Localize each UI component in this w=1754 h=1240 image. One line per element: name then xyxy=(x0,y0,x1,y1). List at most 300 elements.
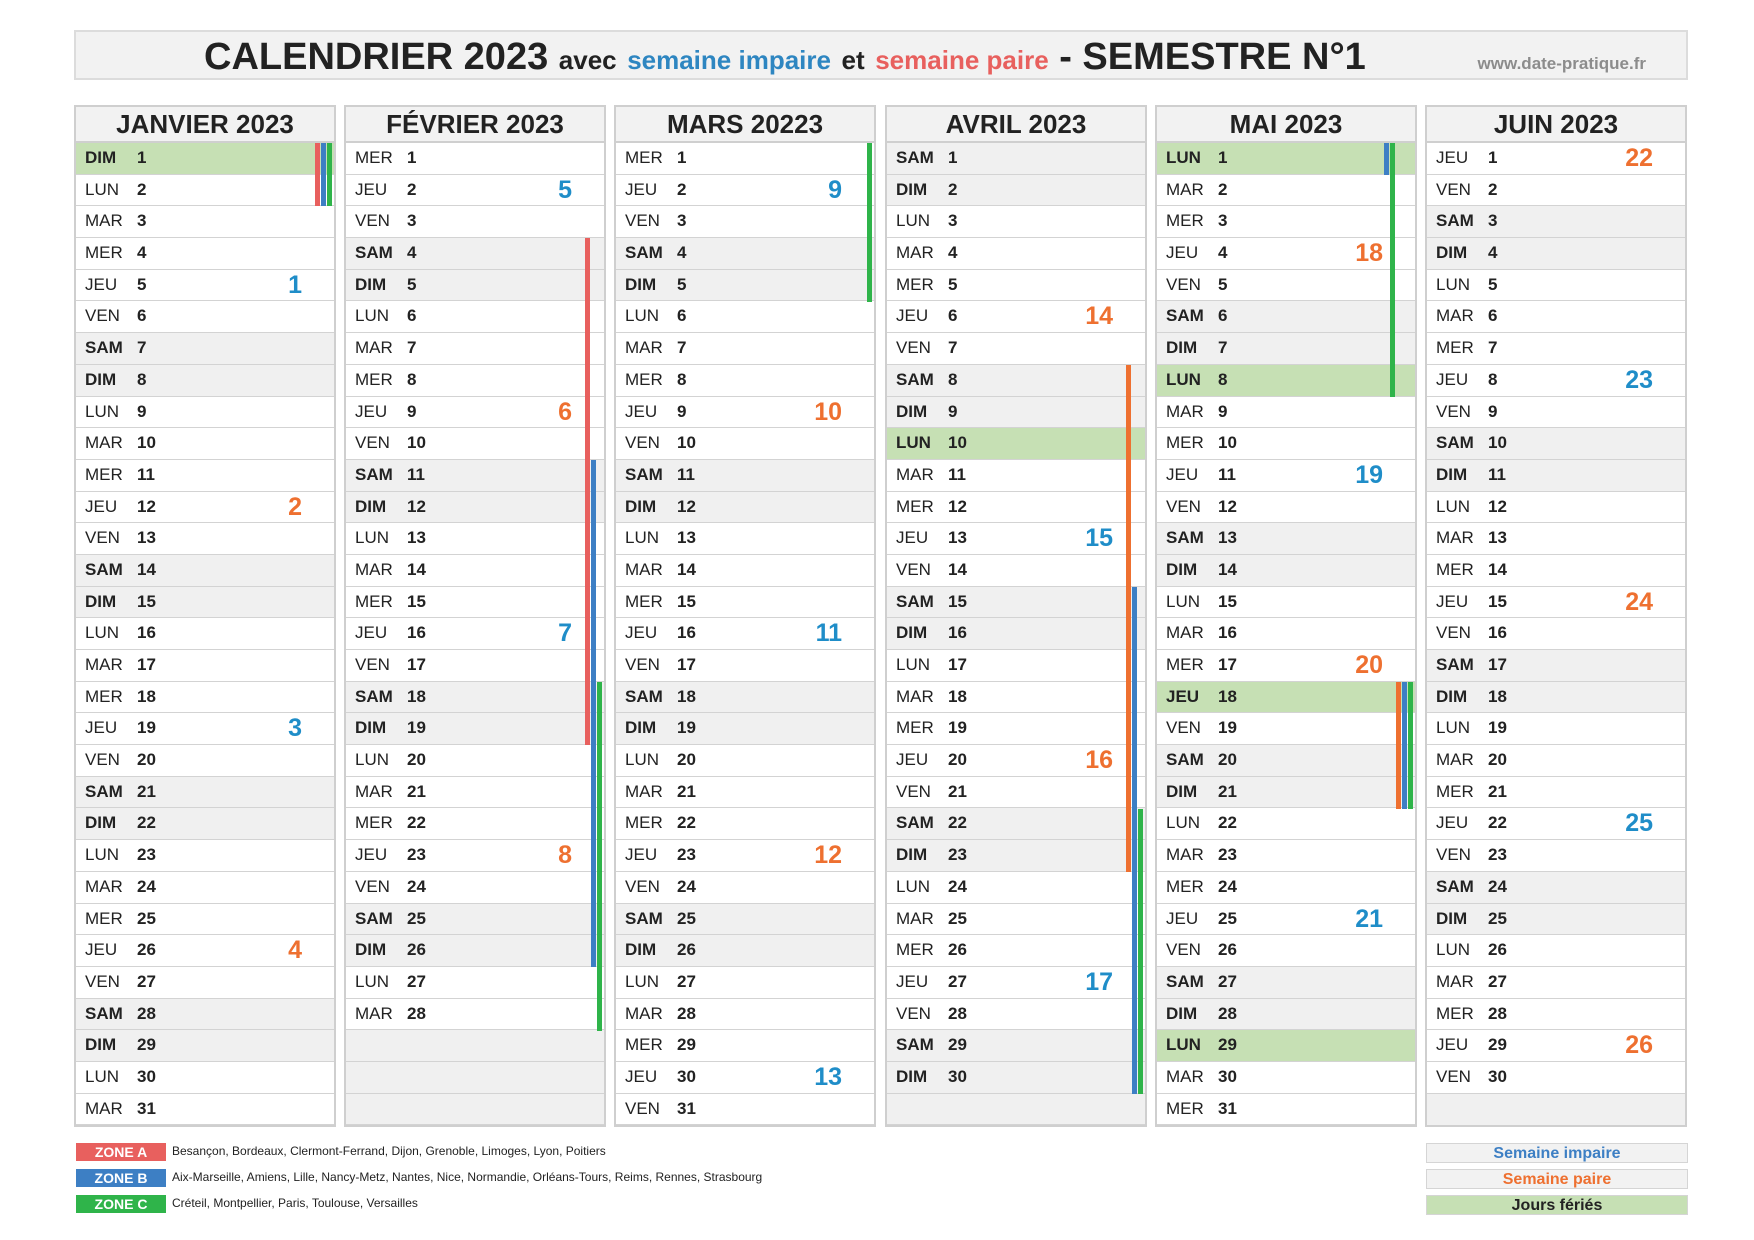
day-number: 9 xyxy=(677,401,687,421)
day-row xyxy=(887,143,1145,175)
day-row xyxy=(1427,713,1685,745)
day-row xyxy=(76,365,334,397)
day-name: MER xyxy=(1166,655,1204,674)
day-row xyxy=(616,492,874,524)
day-name: VEN xyxy=(1436,179,1471,199)
day-row xyxy=(616,175,874,207)
day-number: 10 xyxy=(137,433,156,453)
day-number: 12 xyxy=(948,496,967,516)
day-name: DIM xyxy=(355,496,387,516)
day-row xyxy=(1157,650,1415,682)
day-row xyxy=(616,397,874,429)
day-name: LUN xyxy=(896,876,931,896)
day-number: 10 xyxy=(407,433,426,453)
day-row xyxy=(346,1062,604,1094)
day-name: SAM xyxy=(896,369,934,389)
day-row xyxy=(616,650,874,682)
day-row xyxy=(616,618,874,650)
day-number: 20 xyxy=(1488,750,1507,770)
vacation-bar-zone-c xyxy=(327,143,332,206)
day-row xyxy=(887,650,1145,682)
day-number: 31 xyxy=(1218,1098,1237,1118)
day-row xyxy=(346,999,604,1031)
day-name: MAR xyxy=(625,338,663,358)
day-row xyxy=(1427,492,1685,524)
day-name: DIM xyxy=(85,1035,117,1055)
day-number: 6 xyxy=(407,306,417,326)
day-name: DIM xyxy=(625,274,657,294)
day-row xyxy=(76,872,334,904)
day-name: MER xyxy=(85,243,123,263)
day-row xyxy=(1157,365,1415,397)
day-row xyxy=(76,777,334,809)
day-number: 16 xyxy=(677,623,696,643)
day-row xyxy=(346,238,604,270)
day-number: 3 xyxy=(677,211,687,231)
day-number: 18 xyxy=(137,686,156,706)
day-name: DIM xyxy=(896,1066,928,1086)
day-row xyxy=(76,682,334,714)
day-name: DIM xyxy=(85,591,117,611)
day-number: 1 xyxy=(407,148,417,167)
day-name: JEU xyxy=(1166,908,1199,928)
month-days xyxy=(1157,143,1415,1125)
day-row xyxy=(1157,270,1415,302)
day-number: 15 xyxy=(677,591,696,611)
day-number: 2 xyxy=(407,179,417,199)
day-number: 8 xyxy=(137,369,147,389)
day-row xyxy=(1157,175,1415,207)
day-name: MER xyxy=(896,496,934,516)
day-row xyxy=(1157,333,1415,365)
day-name: VEN xyxy=(1166,274,1201,294)
day-row xyxy=(616,713,874,745)
day-number: 19 xyxy=(948,718,967,738)
day-number: 14 xyxy=(948,559,967,579)
day-number: 13 xyxy=(948,528,967,548)
day-number: 10 xyxy=(948,433,967,453)
day-number: 26 xyxy=(1218,940,1237,960)
day-row xyxy=(1157,1062,1415,1094)
day-name: JEU xyxy=(896,750,929,770)
day-name: LUN xyxy=(1436,940,1471,960)
vacation-bar-zone-c xyxy=(1390,143,1395,397)
key-even-week: Semaine paire xyxy=(1426,1169,1688,1189)
day-row xyxy=(1157,1094,1415,1126)
day-name: SAM xyxy=(625,686,663,706)
day-row xyxy=(1157,808,1415,840)
day-number: 21 xyxy=(407,781,426,801)
day-number: 28 xyxy=(407,1003,426,1023)
day-row xyxy=(1157,460,1415,492)
day-name: JEU xyxy=(1436,591,1469,611)
week-number: 14 xyxy=(1085,302,1113,331)
day-name: VEN xyxy=(896,559,931,579)
vacation-bar-zone-c xyxy=(597,682,602,1031)
day-row xyxy=(887,745,1145,777)
day-number: 27 xyxy=(407,971,426,991)
day-row xyxy=(1427,143,1685,175)
day-row xyxy=(616,1094,874,1126)
day-number: 26 xyxy=(948,940,967,960)
day-name: MER xyxy=(625,591,663,611)
day-name: MAR xyxy=(85,211,123,231)
day-number: 23 xyxy=(677,845,696,865)
day-number: 20 xyxy=(1218,750,1237,770)
day-number: 2 xyxy=(137,179,147,199)
day-number: 5 xyxy=(948,274,958,294)
week-number: 8 xyxy=(558,841,572,870)
day-number: 22 xyxy=(1488,813,1507,833)
day-name: VEN xyxy=(85,750,120,770)
day-number: 7 xyxy=(1488,338,1498,358)
day-row xyxy=(76,333,334,365)
week-number: 20 xyxy=(1355,651,1383,679)
day-row xyxy=(616,999,874,1031)
day-number: 8 xyxy=(1218,369,1228,389)
day-number: 3 xyxy=(137,211,147,231)
key-holiday: Jours fériés xyxy=(1426,1195,1688,1215)
week-number: 25 xyxy=(1625,809,1653,838)
day-number: 23 xyxy=(407,845,426,865)
day-name: MAR xyxy=(896,464,934,484)
week-number: 15 xyxy=(1085,524,1113,553)
vacation-bar-zone-b xyxy=(591,460,596,967)
day-name: DIM xyxy=(896,623,928,643)
day-number: 30 xyxy=(677,1066,696,1086)
title-bar xyxy=(74,30,1688,80)
day-number: 18 xyxy=(407,686,426,706)
week-number: 17 xyxy=(1085,967,1113,996)
day-number: 4 xyxy=(677,243,687,263)
day-row xyxy=(346,587,604,619)
day-row xyxy=(887,333,1145,365)
day-row xyxy=(1427,587,1685,619)
day-name: LUN xyxy=(355,306,390,326)
day-name: MER xyxy=(1166,876,1204,896)
day-number: 11 xyxy=(407,464,425,484)
month-title: JANVIER 2023 xyxy=(76,107,334,143)
day-number: 26 xyxy=(1488,940,1507,960)
day-name: VEN xyxy=(1436,845,1471,865)
day-row xyxy=(887,682,1145,714)
day-name: JEU xyxy=(1166,464,1199,484)
day-number: 1 xyxy=(1488,148,1498,167)
week-number: 23 xyxy=(1625,365,1653,394)
day-row xyxy=(616,777,874,809)
day-row xyxy=(76,587,334,619)
day-name: VEN xyxy=(355,655,390,674)
day-number: 27 xyxy=(677,971,696,991)
day-number: 25 xyxy=(407,908,426,928)
day-name: DIM xyxy=(625,496,657,516)
day-number: 29 xyxy=(137,1035,156,1055)
day-row xyxy=(346,1030,604,1062)
day-row xyxy=(1427,238,1685,270)
week-number: 13 xyxy=(814,1062,842,1091)
day-row xyxy=(616,587,874,619)
day-row xyxy=(1157,872,1415,904)
title-semester: - SEMESTRE N°1 xyxy=(1059,36,1366,78)
day-number: 5 xyxy=(407,274,417,294)
day-name: VEN xyxy=(896,1003,931,1023)
day-row xyxy=(1427,1062,1685,1094)
day-name: SAM xyxy=(896,591,934,611)
day-number: 24 xyxy=(1218,876,1237,896)
day-row xyxy=(76,999,334,1031)
day-name: LUN xyxy=(85,845,120,865)
month-title: FÉVRIER 2023 xyxy=(346,107,604,143)
day-row xyxy=(1157,999,1415,1031)
day-number: 17 xyxy=(1218,655,1237,674)
day-number: 2 xyxy=(1218,179,1228,199)
day-number: 13 xyxy=(137,528,156,548)
day-number: 25 xyxy=(1488,908,1507,928)
day-name: DIM xyxy=(625,718,657,738)
day-row xyxy=(887,935,1145,967)
day-row xyxy=(1157,840,1415,872)
week-number: 7 xyxy=(558,619,572,648)
day-row xyxy=(887,967,1145,999)
day-row xyxy=(76,555,334,587)
day-row xyxy=(346,682,604,714)
day-number: 20 xyxy=(407,750,426,770)
day-name: MAR xyxy=(1436,750,1474,770)
day-name: MER xyxy=(1166,211,1204,231)
day-row xyxy=(1427,333,1685,365)
day-name: VEN xyxy=(625,1098,660,1118)
day-number: 10 xyxy=(1218,433,1237,453)
day-name: LUN xyxy=(1436,718,1471,738)
day-row xyxy=(346,650,604,682)
day-row xyxy=(76,967,334,999)
day-name: LUN xyxy=(896,433,931,453)
day-name: MER xyxy=(355,813,393,833)
day-row xyxy=(1427,397,1685,429)
day-row xyxy=(1157,238,1415,270)
day-row xyxy=(887,777,1145,809)
day-number: 15 xyxy=(948,591,967,611)
day-number: 12 xyxy=(407,496,426,516)
day-name: DIM xyxy=(355,274,387,294)
day-number: 22 xyxy=(137,813,156,833)
day-name: LUN xyxy=(1436,274,1471,294)
day-name: DIM xyxy=(1166,338,1198,358)
day-number: 9 xyxy=(1488,401,1498,421)
day-row xyxy=(616,967,874,999)
day-row xyxy=(1157,587,1415,619)
day-name: LUN xyxy=(625,750,660,770)
day-name: DIM xyxy=(1436,686,1468,706)
day-name: SAM xyxy=(625,243,663,263)
week-number: 4 xyxy=(288,936,302,965)
day-number: 8 xyxy=(1488,369,1498,389)
day-row xyxy=(1157,682,1415,714)
day-row xyxy=(76,428,334,460)
day-number: 14 xyxy=(677,559,696,579)
week-number: 16 xyxy=(1085,746,1113,775)
day-row xyxy=(76,1030,334,1062)
day-row xyxy=(616,206,874,238)
day-row xyxy=(1157,301,1415,333)
day-row xyxy=(346,840,604,872)
day-name: VEN xyxy=(896,338,931,358)
day-name: MAR xyxy=(1436,528,1474,548)
day-name: MAR xyxy=(1166,845,1204,865)
day-name: LUN xyxy=(1436,496,1471,516)
day-name: JEU xyxy=(85,496,118,516)
day-row xyxy=(346,808,604,840)
day-name: DIM xyxy=(85,813,117,833)
day-number: 9 xyxy=(1218,401,1228,421)
day-number: 29 xyxy=(1488,1035,1507,1055)
day-name: VEN xyxy=(355,876,390,896)
day-name: JEU xyxy=(1436,1035,1469,1055)
month-column xyxy=(885,105,1147,1127)
day-name: MER xyxy=(625,1035,663,1055)
day-row xyxy=(76,301,334,333)
day-number: 27 xyxy=(948,971,967,991)
day-name: LUN xyxy=(1166,1035,1201,1055)
title-et: et xyxy=(841,45,865,75)
day-row xyxy=(887,1062,1145,1094)
vacation-bar-zone-b xyxy=(1384,143,1389,175)
day-number: 16 xyxy=(407,623,426,643)
day-number: 5 xyxy=(1218,274,1228,294)
day-name: LUN xyxy=(355,971,390,991)
day-name: MER xyxy=(1436,559,1474,579)
day-row xyxy=(76,904,334,936)
day-number: 7 xyxy=(1218,338,1228,358)
day-name: MAR xyxy=(355,781,393,801)
day-row xyxy=(1427,301,1685,333)
day-name: JEU xyxy=(1436,813,1469,833)
title-avec: avec xyxy=(558,45,617,75)
day-number: 11 xyxy=(948,464,966,484)
day-name: DIM xyxy=(1166,781,1198,801)
day-name: MER xyxy=(85,908,123,928)
day-number: 25 xyxy=(677,908,696,928)
day-name: VEN xyxy=(625,211,660,231)
day-row xyxy=(616,935,874,967)
day-name: JEU xyxy=(85,274,118,294)
week-number: 11 xyxy=(815,619,842,648)
day-name: VEN xyxy=(1166,940,1201,960)
day-row xyxy=(346,904,604,936)
day-row xyxy=(1427,935,1685,967)
day-number: 17 xyxy=(948,655,967,674)
day-number: 11 xyxy=(137,464,155,484)
week-number: 2 xyxy=(288,492,302,521)
day-row xyxy=(76,713,334,745)
day-number: 23 xyxy=(1218,845,1237,865)
day-number: 19 xyxy=(137,718,156,738)
day-number: 25 xyxy=(1218,908,1237,928)
day-name: VEN xyxy=(85,306,120,326)
day-name: LUN xyxy=(1166,591,1201,611)
day-number: 11 xyxy=(677,464,695,484)
day-number: 20 xyxy=(137,750,156,770)
day-name: DIM xyxy=(1166,1003,1198,1023)
day-number: 16 xyxy=(137,623,156,643)
day-name: MER xyxy=(355,148,393,167)
day-number: 28 xyxy=(1218,1003,1237,1023)
day-name: JEU xyxy=(355,845,388,865)
day-name: VEN xyxy=(1436,1066,1471,1086)
day-name: SAM xyxy=(1166,528,1204,548)
day-row xyxy=(887,618,1145,650)
day-name: SAM xyxy=(85,1003,123,1023)
day-name: DIM xyxy=(625,940,657,960)
week-number: 12 xyxy=(814,841,842,870)
day-name: JEU xyxy=(355,401,388,421)
day-number: 17 xyxy=(407,655,426,674)
day-name: MER xyxy=(1166,1098,1204,1118)
day-row xyxy=(616,270,874,302)
day-row xyxy=(76,492,334,524)
day-name: SAM xyxy=(1166,306,1204,326)
day-number: 9 xyxy=(137,401,147,421)
zone-a-label: ZONE A xyxy=(76,1143,166,1161)
day-row xyxy=(616,682,874,714)
month-days xyxy=(76,143,334,1125)
week-number: 6 xyxy=(558,397,572,426)
day-name: MER xyxy=(1436,1003,1474,1023)
day-row xyxy=(346,365,604,397)
day-number: 26 xyxy=(407,940,426,960)
day-number: 17 xyxy=(677,655,696,674)
day-number: 7 xyxy=(137,338,147,358)
vacation-bar-zone-a xyxy=(315,143,320,206)
month-days xyxy=(346,143,604,1125)
day-row xyxy=(1157,523,1415,555)
day-number: 23 xyxy=(1488,845,1507,865)
day-row xyxy=(887,808,1145,840)
day-number: 16 xyxy=(948,623,967,643)
day-number: 30 xyxy=(1218,1066,1237,1086)
week-number: 3 xyxy=(288,714,302,743)
day-number: 30 xyxy=(137,1066,156,1086)
day-row xyxy=(616,872,874,904)
day-name: MER xyxy=(896,274,934,294)
day-name: SAM xyxy=(355,686,393,706)
week-number: 1 xyxy=(288,270,302,299)
day-number: 2 xyxy=(677,179,687,199)
month-title: AVRIL 2023 xyxy=(887,107,1145,143)
day-row xyxy=(1157,745,1415,777)
day-number: 15 xyxy=(407,591,426,611)
day-number: 8 xyxy=(407,369,417,389)
day-name: VEN xyxy=(1166,718,1201,738)
month-days xyxy=(887,143,1145,1125)
day-name: LUN xyxy=(1166,148,1201,167)
day-number: 28 xyxy=(677,1003,696,1023)
day-number: 13 xyxy=(1218,528,1237,548)
day-row xyxy=(76,238,334,270)
day-row xyxy=(346,492,604,524)
day-number: 24 xyxy=(948,876,967,896)
day-number: 18 xyxy=(948,686,967,706)
website-url: www.date-pratique.fr xyxy=(1477,54,1646,73)
zone-b-cities: Aix-Marseille, Amiens, Lille, Nancy-Metz, Nantes, Nice, Normandie, Orléans-Tours, Reims, Rennes, Strasbourg xyxy=(172,1170,763,1184)
day-row xyxy=(1427,808,1685,840)
day-name: SAM xyxy=(1436,876,1474,896)
day-name: MER xyxy=(1436,338,1474,358)
day-row xyxy=(346,143,604,175)
week-number: 18 xyxy=(1355,239,1383,268)
day-row xyxy=(616,523,874,555)
day-name: JEU xyxy=(625,623,658,643)
